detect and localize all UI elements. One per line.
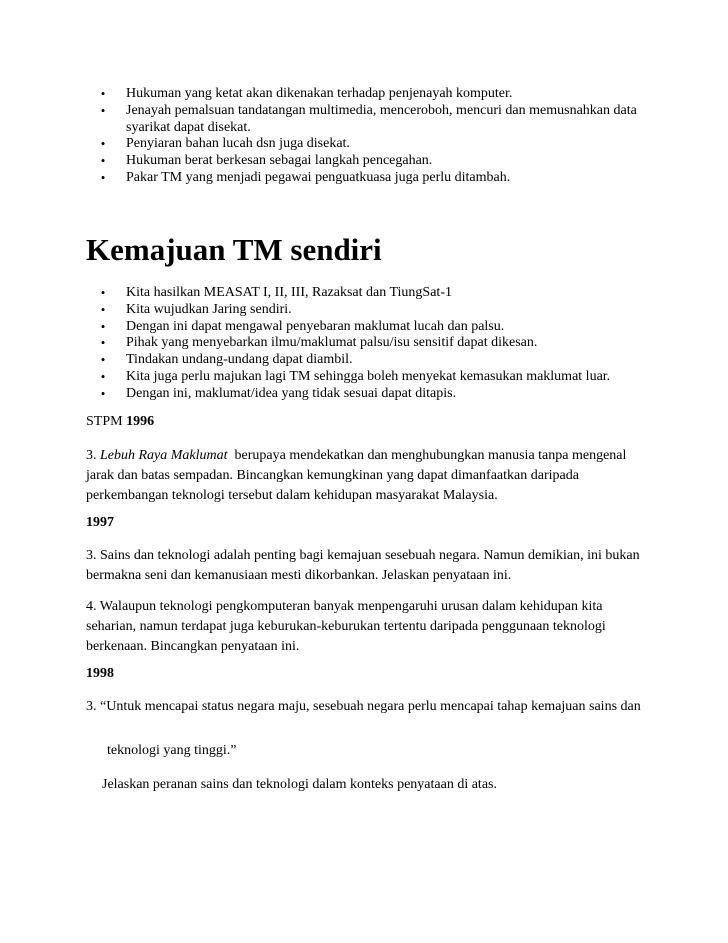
list-item-text: Hukuman yang ketat akan dikenakan terhadap penjenayah komputer.: [126, 86, 513, 101]
list-item-text: Kita juga perlu majukan lagi TM sehingga boleh menyekat kemasukan maklumat luar.: [126, 368, 611, 384]
list-item-text: Kita wujudkan Jaring sendiri.: [126, 301, 292, 317]
question-1997-3: 3. Sains dan teknologi adalah penting bagi kemajuan sesebuah negara. Namun demikian, ini bukan bermakna seni dan kemanusiaan mesti dikorbankan. Jelaskan penyataan ini.: [86, 548, 640, 583]
question-italic-term: Lebuh Raya Maklumat: [100, 448, 228, 463]
bullet-icon: •: [100, 153, 106, 169]
bullet-icon: •: [100, 335, 106, 351]
list-item: [98, 352, 658, 369]
year-1998: 1998: [86, 666, 114, 681]
list-item-text: Jenayah pemalsuan tandatangan multimedia, menceroboh, mencuri dan memusnahkan data syarikat dapat disekat.: [126, 102, 637, 135]
list-item: [98, 335, 658, 352]
list-item-text: Dengan ini dapat mengawal penyebaran maklumat lucah dan palsu.: [126, 318, 505, 334]
bullet-icon: •: [100, 301, 106, 317]
year-1997: 1997: [86, 515, 114, 530]
question-1998-instruction: Jelaskan peranan sains dan teknologi dalam konteks penyataan di atas.: [102, 777, 497, 792]
bullet-icon: •: [100, 385, 106, 401]
list-item: [98, 103, 658, 137]
question-text: berupaya mendekatkan dan menghubungkan manusia tanpa mengenal jarak dan batas sempadan. Bincangkan kemungkinan yang dapat dimanfaatkan daripada perkembangan teknologi tersebut dalam kehidupan masyarakat Malaysia.: [86, 448, 630, 503]
bullet-icon: •: [100, 169, 106, 185]
list-item-text: Pihak yang menyebarkan ilmu/maklumat palsu/isu sensitif dapat dikesan.: [126, 335, 538, 351]
stpm-year-label: [86, 412, 656, 432]
bullet-icon: •: [100, 352, 106, 368]
list-item-text: Pakar TM yang menjadi pegawai penguatkuasa juga perlu ditambah.: [126, 169, 511, 185]
list-item: [98, 86, 658, 103]
penalty-bullet-list: [98, 86, 658, 187]
bullet-icon: •: [100, 368, 106, 384]
stpm-prefix: STPM: [86, 414, 127, 429]
progress-bullet-list: [98, 285, 658, 403]
list-item: [98, 369, 658, 386]
question-1998-3: 3. “Untuk mencapai status negara maju, sesebuah negara perlu mencapai tahap kemajuan sains dan: [86, 699, 641, 714]
question-number: 3.: [86, 448, 100, 463]
list-item-text: Dengan ini, maklumat/idea yang tidak sesuai dapat ditapis.: [126, 385, 457, 401]
list-item: [98, 136, 658, 153]
year-1996: 1996: [126, 414, 155, 429]
question-1998-continuation: teknologi yang tinggi.”: [107, 743, 237, 758]
list-item: [98, 170, 658, 187]
list-item: [98, 285, 658, 302]
bullet-icon: •: [100, 102, 106, 118]
list-item-text: Hukuman berat berkesan sebagai langkah pencegahan.: [126, 153, 433, 169]
list-item-text: Tindakan undang-undang dapat diambil.: [126, 352, 353, 368]
section-heading: Kemajuan TM sendiri: [86, 232, 382, 267]
bullet-icon: •: [100, 285, 106, 300]
list-item: [98, 302, 658, 319]
list-item: [98, 153, 658, 170]
bullet-icon: •: [100, 136, 106, 152]
list-item: [98, 386, 658, 403]
list-item-text: Kita hasilkan MEASAT I, II, III, Razaksat dan TiungSat-1: [126, 285, 452, 300]
question-1996-3: [86, 446, 656, 506]
question-1997-4: 4. Walaupun teknologi pengkomputeran banyak menpengaruhi urusan dalam kehidupan kita seharian, namun terdapat juga keburukan-keburukan tertentu daripada penggunaan teknologi berkenaan. Bincangkan penyataan ini.: [86, 599, 606, 654]
bullet-icon: •: [100, 86, 106, 101]
bullet-icon: •: [100, 318, 106, 334]
list-item: [98, 319, 658, 336]
list-item-text: Penyiaran bahan lucah dsn juga disekat.: [126, 136, 350, 152]
